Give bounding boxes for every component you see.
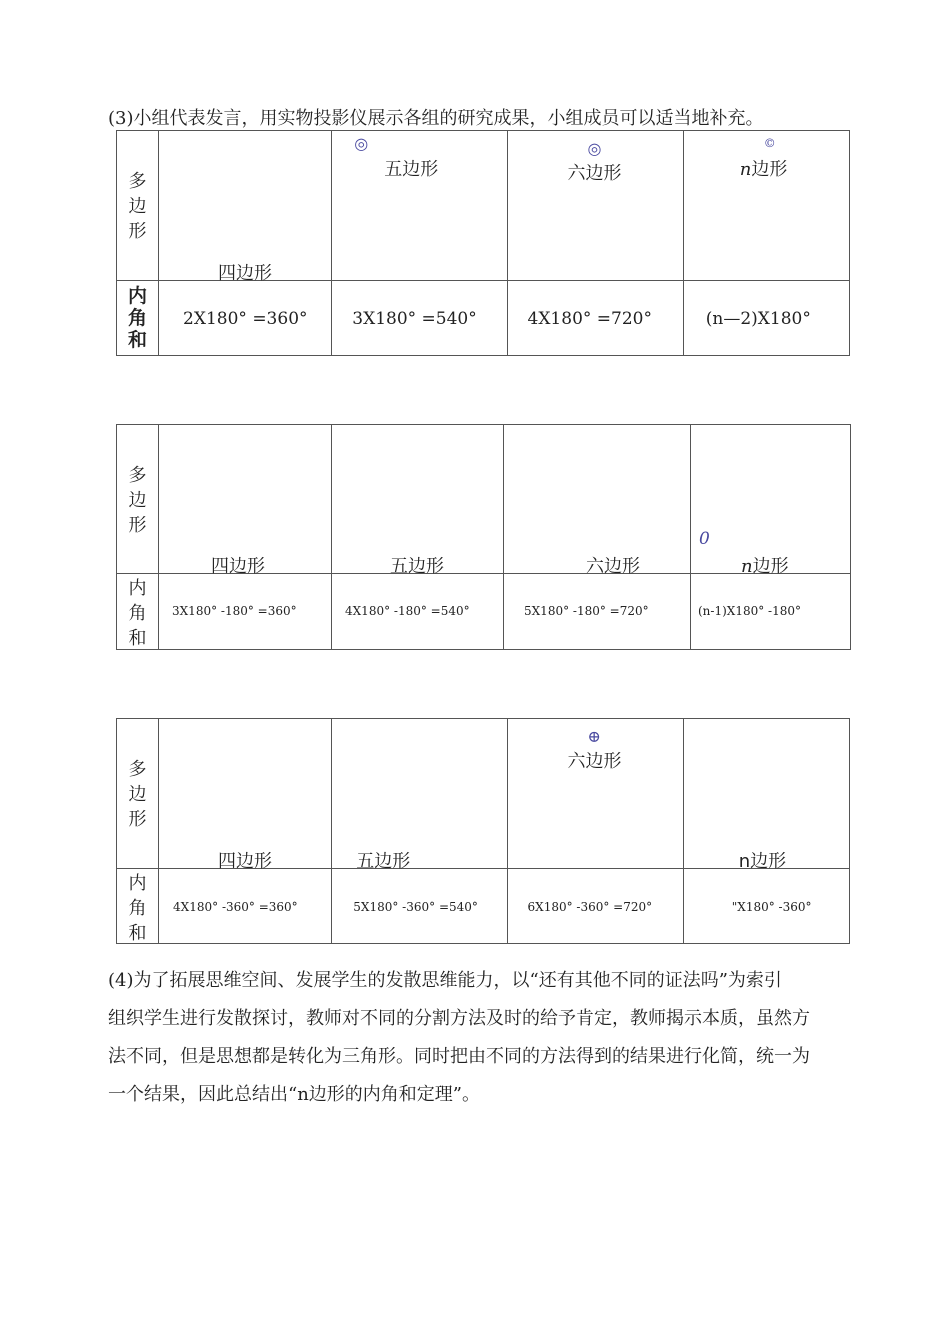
- paragraph-3: (3)小组代表发言，用实物投影仪展示各组的研究成果，小组成员可以适当地补充。: [108, 108, 764, 129]
- header-pentagon: 五边形: [384, 159, 439, 180]
- table-row: [117, 719, 850, 869]
- paragraph-line: 法不同，但是思想都是转化为三角形。同时把由不同的方法得到的结果进行化简，统一为: [108, 1046, 810, 1067]
- angle-sum-value: 3X180° -180° =360°: [172, 604, 297, 618]
- row-label-angle-sum: 内 角 和: [117, 574, 159, 650]
- row-label-polygon: 多 边 形: [117, 719, 159, 869]
- angle-sum-value: 6X180° -360° =720°: [527, 900, 653, 914]
- paragraph-4: [108, 962, 868, 1114]
- table-1: [116, 130, 850, 356]
- paragraph-line: 组织学生进行发散探讨，教师对不同的分割方法及时的给予肯定，教师揭示本质，虽然方: [108, 1008, 810, 1029]
- angle-sum-value: (n-1)X180° -180°: [698, 604, 802, 618]
- row-label-angle-sum: 内 角 和: [117, 869, 159, 944]
- header-n-gon: n边形: [741, 556, 789, 577]
- header-n-gon: n边形: [738, 851, 787, 872]
- header-pentagon: 五边形: [390, 556, 444, 577]
- table-row: [117, 131, 850, 281]
- angle-sum-value: (n—2)X180°: [705, 309, 811, 329]
- angle-sum-value: 5X180° -180° =720°: [524, 604, 649, 618]
- angle-sum-value: 4X180° =720°: [527, 309, 652, 329]
- copyright-mark-icon: ©: [763, 136, 776, 150]
- paragraph-line: 一个结果，因此总结出“n边形的内角和定理”。: [108, 1084, 480, 1105]
- angle-sum-value: 2X180° =360°: [183, 309, 308, 329]
- header-quadrilateral: 四边形: [218, 851, 273, 872]
- table-row: [117, 281, 850, 356]
- angle-sum-value: 3X180° =540°: [352, 309, 477, 329]
- header-n-gon: n边形: [739, 159, 788, 180]
- zero-mark-icon: 0: [699, 529, 710, 549]
- header-hexagon: 六边形: [567, 751, 622, 772]
- row-label-polygon: 多 边 形: [117, 131, 159, 281]
- table-row: [117, 574, 851, 650]
- angle-sum-value: "X180° -360°: [731, 900, 812, 914]
- angle-sum-value: 5X180° -360° =540°: [353, 900, 478, 914]
- double-circle-mark-icon: ◎: [354, 134, 369, 153]
- row-label-polygon: 多 边 形: [117, 425, 159, 574]
- table-2: [116, 424, 851, 650]
- row-label-angle-sum: 内 角 和: [117, 281, 159, 356]
- circle-plus-mark-icon: ⊕: [587, 727, 601, 746]
- header-hexagon: 六边形: [567, 163, 622, 184]
- header-quadrilateral: 四边形: [211, 556, 265, 577]
- angle-sum-value: 4X180° -180° =540°: [345, 604, 470, 618]
- double-circle-mark-icon: ◎: [587, 139, 602, 158]
- angle-sum-value: 4X180° -360° =360°: [173, 900, 298, 914]
- table-row: [117, 869, 850, 944]
- table-3: [116, 718, 850, 944]
- header-hexagon: 六边形: [586, 556, 640, 577]
- paragraph-line: (4)为了拓展思维空间、发展学生的发散思维能力，以“还有其他不同的证法吗”为索引: [108, 970, 782, 991]
- header-quadrilateral: 四边形: [218, 263, 273, 284]
- header-pentagon: 五边形: [356, 851, 411, 872]
- table-row: [117, 425, 851, 574]
